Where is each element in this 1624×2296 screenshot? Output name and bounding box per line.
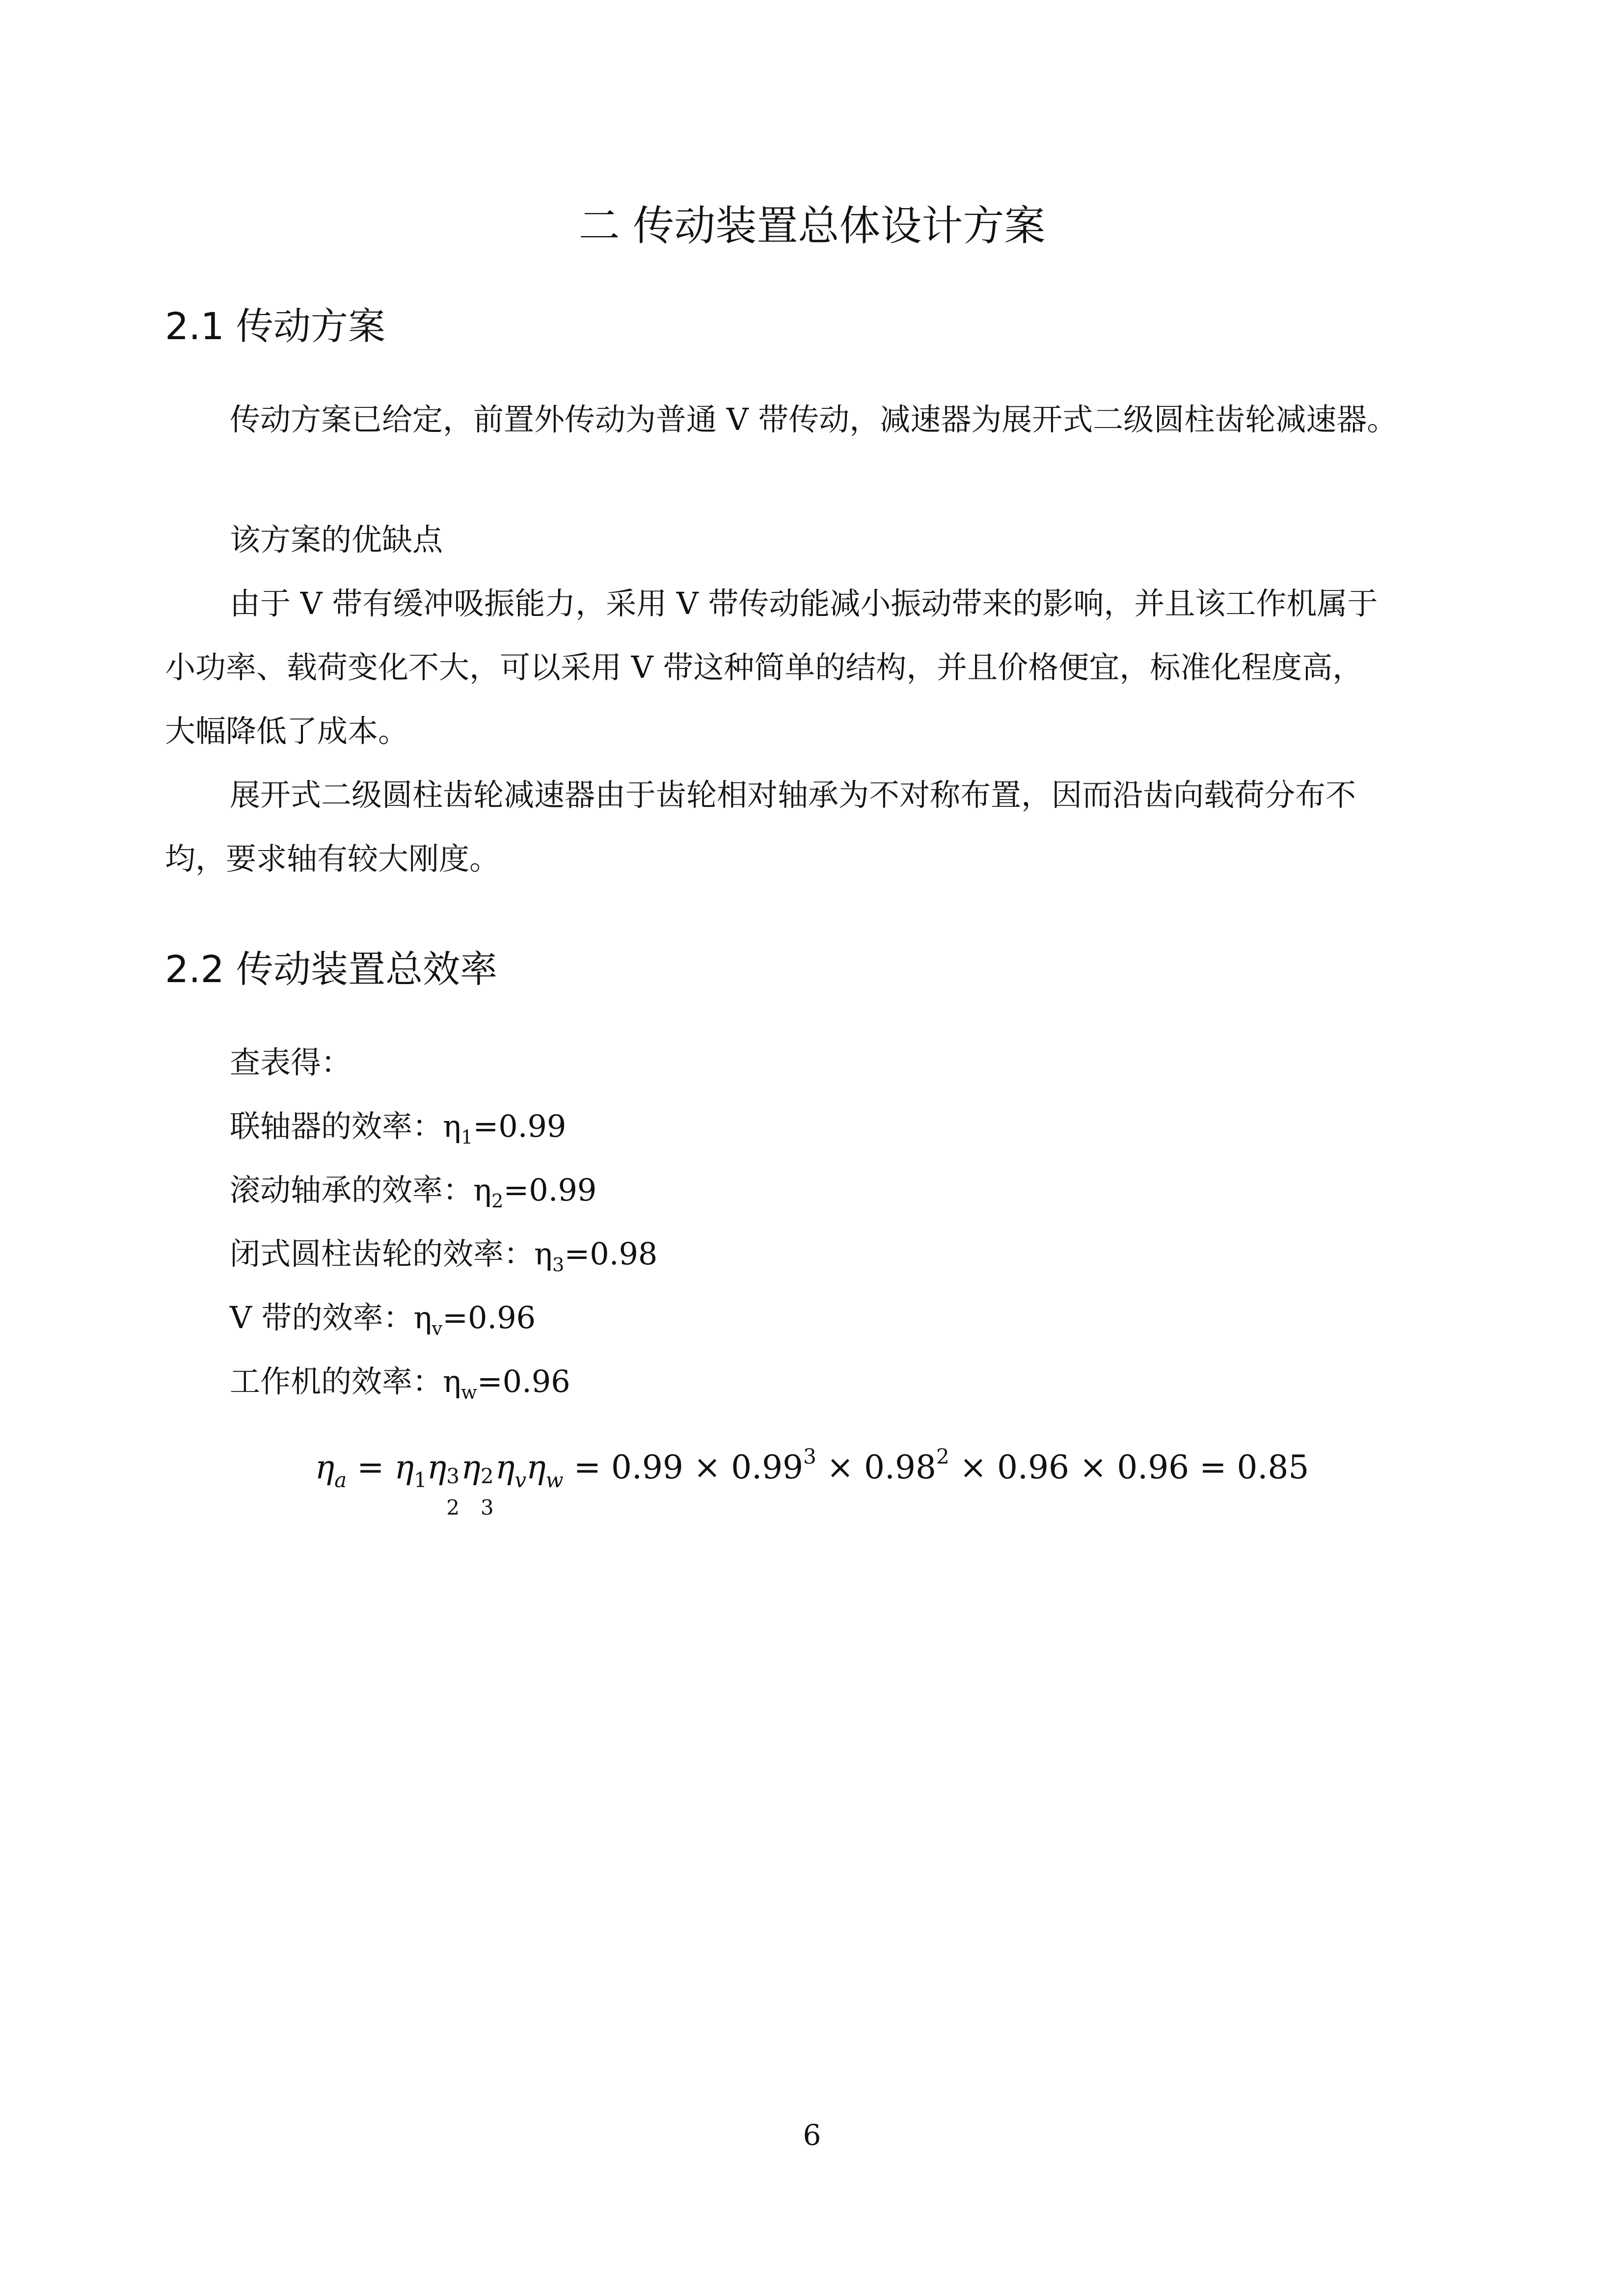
formula-superscript: 2	[936, 1444, 949, 1468]
paragraph-line: 展开式二级圆柱齿轮减速器由于齿轮相对轴承为不对称布置，因而沿齿向载荷分布不	[230, 777, 1356, 813]
formula-subscript: 2	[446, 1495, 460, 1520]
intro-paragraph	[165, 388, 1461, 452]
efficiency-working-machine	[230, 1357, 570, 1406]
paragraph-line: 均，要求轴有较大刚度。	[165, 841, 500, 877]
formula-superscript: 3	[446, 1464, 460, 1488]
page-number: 6	[803, 2118, 821, 2152]
efficiency-subscript: 2	[491, 1190, 504, 1212]
efficiency-label: 工作机的效率：	[230, 1363, 443, 1399]
efficiency-gear	[230, 1229, 657, 1279]
formula-eta: η	[427, 1448, 447, 1486]
formula-rhs-part: × 0.98	[816, 1448, 937, 1486]
intro-line: 传动方案已给定，前置外传动为普通 V 带传动，减速器为展开式二级圆柱齿轮减速器。	[230, 401, 1398, 437]
efficiency-symbol: η	[443, 1363, 461, 1399]
formula-eta: η	[394, 1448, 414, 1486]
efficiency-symbol: η	[413, 1300, 432, 1335]
formula-eta: η	[315, 1448, 335, 1486]
efficiency-subscript: w	[461, 1382, 477, 1403]
formula-subscript: a	[334, 1468, 347, 1492]
efficiency-label: 联轴器的效率：	[230, 1108, 443, 1144]
paragraph-line: 由于 V 带有缓冲吸振能力，采用 V 带传动能减小振动带来的影响，并且该工作机属于	[230, 586, 1378, 621]
total-efficiency-formula	[0, 1441, 1624, 1520]
disadvantage-paragraph	[165, 763, 1461, 891]
efficiency-subscript: 3	[552, 1254, 565, 1276]
formula-eta: η	[526, 1448, 546, 1486]
formula-rhs-part: × 0.96 × 0.96 = 0.85	[949, 1448, 1309, 1486]
formula-superscript: 3	[803, 1444, 816, 1468]
formula-equals: =	[347, 1448, 395, 1486]
section-heading-2-2: 2.2 传动装置总效率	[165, 947, 498, 991]
efficiency-symbol: η	[473, 1172, 492, 1208]
efficiency-value: =0.99	[503, 1172, 597, 1208]
advantage-paragraph	[165, 572, 1461, 763]
section-heading-2-1: 2.1 传动方案	[165, 304, 386, 348]
efficiency-symbol: η	[443, 1108, 461, 1144]
pros-cons-label	[165, 508, 1461, 572]
pros-cons-label-text: 该方案的优缺点	[230, 522, 443, 558]
efficiency-value: =0.96	[442, 1300, 536, 1335]
efficiency-v-belt	[230, 1293, 536, 1342]
formula-eta: η	[461, 1448, 481, 1486]
formula-subscript: 1	[414, 1468, 427, 1492]
efficiency-label: V 带的效率：	[230, 1300, 414, 1335]
efficiency-subscript: 1	[461, 1126, 473, 1148]
formula-subscript: v	[514, 1468, 527, 1492]
efficiency-symbol: η	[534, 1236, 553, 1272]
paragraph-line: 小功率、载荷变化不大，可以采用 V 带这种简单的结构，并且价格便宜，标准化程度高，	[165, 649, 1363, 685]
formula-rhs-part: = 0.99 × 0.99	[563, 1448, 804, 1486]
formula-eta: η	[495, 1448, 515, 1486]
formula-subscript: 3	[480, 1495, 494, 1520]
efficiency-subscript: v	[432, 1318, 443, 1339]
chapter-title: 二 传动装置总体设计方案	[578, 202, 1046, 250]
efficiency-value: =0.98	[564, 1236, 658, 1272]
efficiency-label: 闭式圆柱齿轮的效率：	[230, 1236, 535, 1272]
efficiency-coupling	[230, 1102, 566, 1151]
efficiency-value: =0.96	[477, 1363, 570, 1399]
paragraph-line: 大幅降低了成本。	[165, 713, 409, 749]
formula-subscript: w	[545, 1468, 564, 1492]
lookup-label: 查表得：	[230, 1044, 352, 1080]
formula-superscript: 2	[480, 1464, 494, 1488]
efficiency-rolling-bearing	[230, 1166, 596, 1215]
efficiency-label: 滚动轴承的效率：	[230, 1172, 474, 1208]
efficiency-value: =0.99	[473, 1108, 567, 1144]
